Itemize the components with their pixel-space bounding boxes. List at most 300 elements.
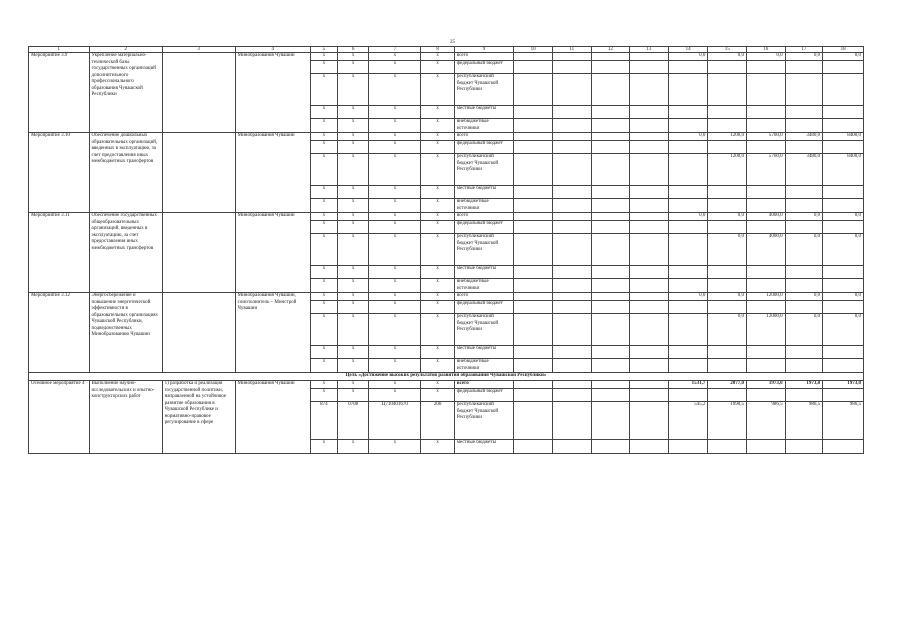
empty-cell: [514, 154, 553, 186]
amount-cell: 0,0: [708, 53, 747, 61]
code-cell: x: [421, 213, 454, 221]
code-cell: Ц710401670: [369, 402, 421, 440]
empty-cell: [514, 279, 553, 293]
amount-cell: 0,0: [708, 213, 747, 221]
empty-cell: [630, 293, 669, 301]
code-cell: x: [337, 381, 368, 389]
amount-cell: [747, 199, 786, 213]
code-cell: x: [369, 314, 421, 346]
code-cell: x: [421, 53, 454, 61]
empty-cell: [630, 381, 669, 389]
amount-cell: [708, 440, 747, 454]
amount-cell: 986,5: [823, 402, 864, 440]
column-header: 15: [708, 47, 747, 53]
empty-cell: [630, 186, 669, 199]
amount-cell: [708, 301, 747, 314]
code-cell: x: [310, 234, 337, 266]
amount-cell: [823, 359, 864, 373]
empty-cell: [514, 346, 553, 359]
funding-source: внебюджетные источники: [454, 119, 513, 133]
empty-cell: [514, 301, 553, 314]
amount-cell: [668, 266, 708, 279]
empty-cell: [630, 234, 669, 266]
amount-cell: [785, 389, 823, 402]
code-cell: x: [337, 199, 368, 213]
amount-cell: [747, 389, 786, 402]
code-cell: x: [421, 346, 454, 359]
code-cell: x: [421, 141, 454, 154]
empty-cell: [552, 346, 591, 359]
empty-cell: [630, 61, 669, 74]
column-header: 4: [235, 47, 310, 53]
code-cell: x: [421, 314, 454, 346]
amount-cell: [708, 61, 747, 74]
code-cell: x: [421, 279, 454, 293]
table-row: [29, 381, 864, 389]
code-cell: x: [369, 74, 421, 106]
funding-source: внебюджетные источники: [454, 199, 513, 213]
amount-cell: [668, 74, 708, 106]
code-cell: x: [337, 53, 368, 61]
amount-cell: [823, 61, 864, 74]
empty-cell: [514, 186, 553, 199]
code-cell: x: [421, 186, 454, 199]
amount-cell: [668, 359, 708, 373]
amount-cell: [785, 440, 823, 454]
amount-cell: [747, 74, 786, 106]
empty-cell: [514, 402, 553, 440]
code-cell: x: [337, 221, 368, 234]
amount-cell: [785, 141, 823, 154]
code-cell: x: [369, 389, 421, 402]
code-cell: x: [369, 440, 421, 454]
funding-source: всего: [454, 381, 513, 389]
empty-cell: [591, 346, 630, 359]
funding-source: местные бюджеты: [454, 346, 513, 359]
table-row: [29, 293, 864, 301]
amount-cell: [785, 221, 823, 234]
code-cell: x: [369, 234, 421, 266]
code-cell: x: [310, 381, 337, 389]
code-cell: x: [421, 61, 454, 74]
column-header: 10: [514, 47, 553, 53]
empty-cell: [514, 381, 553, 389]
empty-cell: [630, 389, 669, 402]
amount-cell: [823, 141, 864, 154]
event-c4: Минобразования Чувашии: [235, 53, 310, 133]
empty-cell: [630, 359, 669, 373]
column-header: 16: [747, 47, 786, 53]
code-cell: x: [421, 106, 454, 119]
code-cell: x: [337, 389, 368, 402]
event-c3: [162, 213, 235, 293]
funding-source: федеральный бюджет: [454, 221, 513, 234]
empty-cell: [514, 106, 553, 119]
empty-cell: [552, 154, 591, 186]
code-cell: x: [369, 154, 421, 186]
amount-cell: [823, 74, 864, 106]
code-cell: x: [310, 61, 337, 74]
event-c1: Основное мероприятие 4: [29, 381, 90, 454]
code-cell: x: [369, 221, 421, 234]
amount-cell: 3480,0: [785, 154, 823, 186]
empty-cell: [591, 141, 630, 154]
code-cell: x: [369, 266, 421, 279]
code-cell: x: [310, 346, 337, 359]
amount-cell: 0,0: [785, 53, 823, 61]
empty-cell: [591, 199, 630, 213]
funding-source: федеральный бюджет: [454, 141, 513, 154]
code-cell: x: [310, 279, 337, 293]
empty-cell: [552, 293, 591, 301]
empty-cell: [591, 154, 630, 186]
code-cell: x: [310, 389, 337, 402]
code-cell: x: [421, 74, 454, 106]
code-cell: x: [337, 61, 368, 74]
column-header: 2: [89, 47, 162, 53]
empty-cell: [552, 301, 591, 314]
amount-cell: [708, 389, 747, 402]
code-cell: x: [421, 389, 454, 402]
column-header: 1: [29, 47, 90, 53]
amount-cell: 0,0: [668, 133, 708, 141]
amount-cell: [785, 279, 823, 293]
empty-cell: [552, 440, 591, 454]
empty-cell: [552, 234, 591, 266]
empty-cell: [630, 106, 669, 119]
event-c2: Укрепление материально-технической базы государственных организаций дополнительного профессионального образования Чувашской Республики: [89, 53, 162, 133]
amount-cell: [785, 186, 823, 199]
funding-source: местные бюджеты: [454, 186, 513, 199]
empty-cell: [514, 53, 553, 61]
empty-cell: [552, 221, 591, 234]
amount-cell: 0,0: [668, 213, 708, 221]
code-cell: x: [310, 186, 337, 199]
empty-cell: [591, 314, 630, 346]
column-header: 18: [823, 47, 864, 53]
empty-cell: [591, 266, 630, 279]
amount-cell: [823, 119, 864, 133]
code-cell: x: [369, 293, 421, 301]
empty-cell: [552, 381, 591, 389]
amount-cell: [785, 61, 823, 74]
budget-table: [28, 46, 864, 454]
empty-cell: [552, 359, 591, 373]
amount-cell: [668, 106, 708, 119]
amount-cell: [747, 359, 786, 373]
funding-source: федеральный бюджет: [454, 301, 513, 314]
empty-cell: [630, 221, 669, 234]
amount-cell: [823, 221, 864, 234]
amount-cell: [668, 141, 708, 154]
amount-cell: [785, 266, 823, 279]
event-c4: Минобразования Чувашии: [235, 133, 310, 213]
event-c1: Мероприятие 3.11: [29, 213, 90, 293]
amount-cell: 986,5: [747, 402, 786, 440]
code-cell: x: [310, 293, 337, 301]
amount-cell: 0,0: [823, 53, 864, 61]
empty-cell: [552, 314, 591, 346]
amount-cell: [785, 119, 823, 133]
code-cell: x: [337, 119, 368, 133]
amount-cell: [708, 266, 747, 279]
code-cell: x: [337, 346, 368, 359]
amount-cell: [823, 279, 864, 293]
amount-cell: 0,0: [708, 314, 747, 346]
event-c4: Минобразования Чувашии, соисполнитель – Минстрой Чувашии: [235, 293, 310, 373]
empty-cell: [630, 154, 669, 186]
funding-source: местные бюджеты: [454, 106, 513, 119]
empty-cell: [514, 199, 553, 213]
amount-cell: 1200,0: [708, 133, 747, 141]
amount-cell: [708, 199, 747, 213]
funding-source: республиканский бюджет Чувашской Республики: [454, 234, 513, 266]
code-cell: x: [421, 133, 454, 141]
code-cell: x: [337, 213, 368, 221]
code-cell: x: [310, 74, 337, 106]
code-cell: x: [421, 359, 454, 373]
amount-cell: 0,0: [785, 213, 823, 221]
empty-cell: [630, 279, 669, 293]
amount-cell: 0,0: [785, 293, 823, 301]
column-header: 3: [162, 47, 235, 53]
empty-cell: [591, 402, 630, 440]
code-cell: x: [310, 106, 337, 119]
code-cell: x: [421, 266, 454, 279]
amount-cell: [708, 74, 747, 106]
code-cell: x: [337, 234, 368, 266]
amount-cell: 0,0: [785, 234, 823, 266]
empty-cell: [630, 199, 669, 213]
event-c2: Выполнение научно-исследовательских и опытно-конструкторских работ: [89, 381, 162, 454]
amount-cell: [747, 266, 786, 279]
empty-cell: [591, 381, 630, 389]
empty-cell: [514, 141, 553, 154]
code-cell: x: [310, 440, 337, 454]
table-row: [29, 53, 864, 61]
amount-cell: [747, 346, 786, 359]
code-cell: x: [369, 346, 421, 359]
amount-cell: [668, 234, 708, 266]
empty-cell: [552, 389, 591, 402]
code-cell: x: [337, 301, 368, 314]
funding-source: внебюджетные источники: [454, 279, 513, 293]
funding-source: местные бюджеты: [454, 266, 513, 279]
amount-cell: 1973,0: [785, 381, 823, 389]
funding-source: всего: [454, 133, 513, 141]
code-cell: x: [310, 133, 337, 141]
amount-cell: [785, 74, 823, 106]
funding-source: всего: [454, 293, 513, 301]
empty-cell: [591, 221, 630, 234]
code-cell: x: [337, 359, 368, 373]
table-row: [29, 133, 864, 141]
code-cell: x: [421, 119, 454, 133]
amount-cell: [708, 359, 747, 373]
amount-cell: [668, 440, 708, 454]
amount-cell: 5760,0: [747, 133, 786, 141]
empty-cell: [514, 314, 553, 346]
code-cell: 874: [310, 402, 337, 440]
funding-source: республиканский бюджет Чувашской Республики: [454, 402, 513, 440]
empty-cell: [591, 234, 630, 266]
amount-cell: [747, 186, 786, 199]
empty-cell: [630, 440, 669, 454]
page-number: 25: [450, 40, 455, 45]
funding-source: республиканский бюджет Чувашской Республики: [454, 314, 513, 346]
amount-cell: 545,2: [668, 402, 708, 440]
code-cell: x: [310, 359, 337, 373]
event-c4: Минобразования Чувашии: [235, 381, 310, 454]
amount-cell: 1973,0: [747, 381, 786, 389]
empty-cell: [514, 234, 553, 266]
amount-cell: [708, 221, 747, 234]
event-c1: Мероприятие 3.10: [29, 133, 90, 213]
code-cell: x: [337, 74, 368, 106]
code-cell: x: [369, 199, 421, 213]
amount-cell: [668, 279, 708, 293]
empty-cell: [591, 106, 630, 119]
code-cell: x: [310, 301, 337, 314]
amount-cell: [823, 199, 864, 213]
goal-row: [29, 373, 864, 381]
empty-cell: [630, 74, 669, 106]
empty-cell: [552, 279, 591, 293]
amount-cell: [668, 314, 708, 346]
amount-cell: [668, 301, 708, 314]
empty-cell: [514, 213, 553, 221]
empty-cell: [552, 53, 591, 61]
empty-cell: [514, 266, 553, 279]
amount-cell: [785, 106, 823, 119]
amount-cell: [668, 186, 708, 199]
amount-cell: 8400,0: [823, 154, 864, 186]
empty-cell: [552, 402, 591, 440]
funding-source: федеральный бюджет: [454, 389, 513, 402]
amount-cell: 8400,0: [823, 133, 864, 141]
amount-cell: [668, 221, 708, 234]
amount-cell: 5760,0: [747, 154, 786, 186]
empty-cell: [552, 141, 591, 154]
amount-cell: 0,0: [668, 293, 708, 301]
funding-source: всего: [454, 213, 513, 221]
amount-cell: 0,0: [823, 293, 864, 301]
empty-cell: [591, 293, 630, 301]
column-header: 17: [785, 47, 823, 53]
amount-cell: [823, 106, 864, 119]
code-cell: x: [369, 381, 421, 389]
empty-cell: [630, 141, 669, 154]
amount-cell: [785, 346, 823, 359]
code-cell: x: [310, 141, 337, 154]
empty-cell: [630, 402, 669, 440]
event-c3: [162, 293, 235, 373]
empty-cell: [591, 53, 630, 61]
empty-cell: [591, 213, 630, 221]
code-cell: x: [337, 314, 368, 346]
funding-source: республиканский бюджет Чувашской Республики: [454, 154, 513, 186]
amount-cell: [823, 346, 864, 359]
code-cell: x: [369, 359, 421, 373]
empty-cell: [591, 74, 630, 106]
funding-source: внебюджетные источники: [454, 359, 513, 373]
code-cell: x: [310, 213, 337, 221]
empty-cell: [630, 346, 669, 359]
amount-cell: [668, 61, 708, 74]
amount-cell: 2077,0: [708, 381, 747, 389]
empty-cell: [591, 186, 630, 199]
code-cell: x: [369, 279, 421, 293]
amount-cell: [708, 141, 747, 154]
funding-source: федеральный бюджет: [454, 61, 513, 74]
empty-cell: [630, 53, 669, 61]
empty-cell: [630, 266, 669, 279]
code-cell: x: [337, 293, 368, 301]
table-body: [29, 47, 864, 454]
amount-cell: [747, 141, 786, 154]
code-cell: x: [421, 301, 454, 314]
amount-cell: [708, 186, 747, 199]
code-cell: x: [337, 106, 368, 119]
amount-cell: [747, 119, 786, 133]
event-c1: Мероприятие 3.9: [29, 53, 90, 133]
column-header: 8: [421, 47, 454, 53]
amount-cell: [823, 389, 864, 402]
amount-cell: 4000,0: [747, 234, 786, 266]
code-cell: x: [421, 199, 454, 213]
code-cell: x: [421, 381, 454, 389]
column-header: 14: [668, 47, 708, 53]
empty-cell: [552, 133, 591, 141]
code-cell: x: [310, 266, 337, 279]
code-cell: x: [337, 154, 368, 186]
empty-cell: [591, 61, 630, 74]
amount-cell: [785, 359, 823, 373]
amount-cell: [747, 440, 786, 454]
empty-cell: [514, 74, 553, 106]
empty-cell: [591, 279, 630, 293]
code-cell: x: [310, 53, 337, 61]
empty-cell: [630, 133, 669, 141]
amount-cell: 12000,0: [747, 314, 786, 346]
amount-cell: [747, 106, 786, 119]
amount-cell: [823, 266, 864, 279]
funding-source: республиканский бюджет Чувашской Республики: [454, 74, 513, 106]
amount-cell: [708, 279, 747, 293]
code-cell: x: [369, 186, 421, 199]
code-cell: x: [421, 293, 454, 301]
code-cell: x: [421, 221, 454, 234]
amount-cell: 0,0: [708, 293, 747, 301]
code-cell: x: [369, 301, 421, 314]
amount-cell: [708, 119, 747, 133]
empty-cell: [591, 359, 630, 373]
code-cell: x: [369, 133, 421, 141]
event-c3: 1) разработка и реализация государственной политики, направленной на устойчивое развитие образования в Чувашской Республике и нормативно-правовое регулирование в сфере: [162, 381, 235, 454]
empty-cell: [552, 74, 591, 106]
amount-cell: 0,0: [668, 53, 708, 61]
code-cell: x: [310, 199, 337, 213]
code-cell: x: [310, 154, 337, 186]
code-cell: x: [369, 141, 421, 154]
funding-source: всего: [454, 53, 513, 61]
amount-cell: [823, 186, 864, 199]
empty-cell: [552, 61, 591, 74]
column-header: 6: [337, 47, 368, 53]
column-header: 13: [630, 47, 669, 53]
amount-cell: [668, 199, 708, 213]
event-c2: Обеспечение государственных общеобразовательных организаций, введенных в эксплуатацию, за счет предоставления иных межбюджетных трансфертов: [89, 213, 162, 293]
